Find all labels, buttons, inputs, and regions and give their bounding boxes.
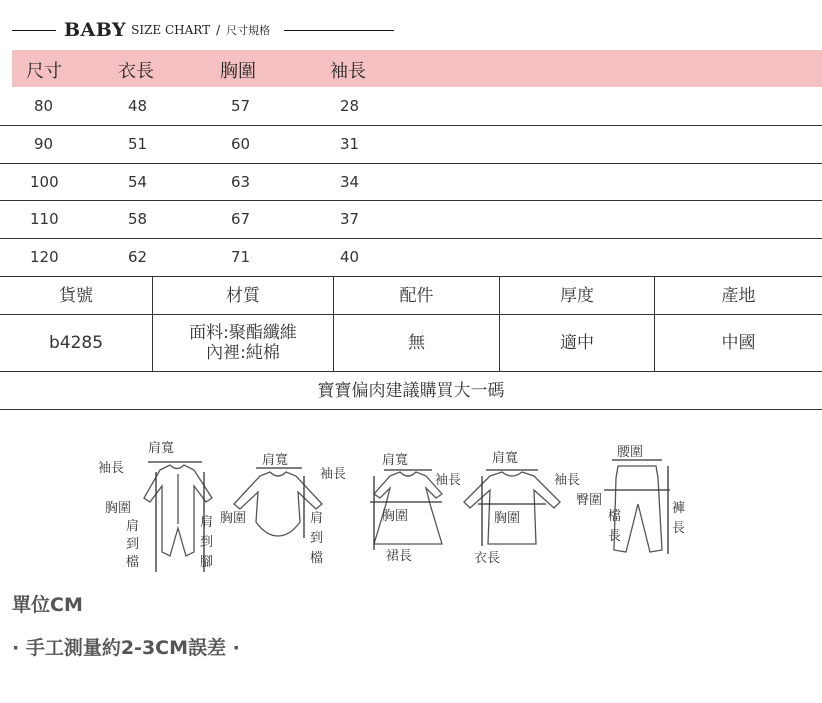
title-slash: / <box>216 23 221 37</box>
length-cell: 48 <box>128 97 148 115</box>
bodysuit-diagram <box>234 468 322 538</box>
romper-crotch-label-3: 檔 <box>126 555 140 570</box>
unit-label: 單位CM <box>12 594 83 616</box>
bodysuit-crotch-label-3: 檔 <box>310 551 324 566</box>
romper-foot-label-2: 到 <box>200 535 214 550</box>
length-cell: 51 <box>128 135 148 153</box>
pants-crotch-label-2: 長 <box>608 529 622 544</box>
romper-chest-label: 胸圍 <box>105 501 132 516</box>
pants-hip-label: 臀圍 <box>576 493 603 508</box>
material-lining: 內裡:純棉 <box>206 343 280 363</box>
col-sleeve: 袖長 <box>330 61 366 82</box>
accessories-value: 無 <box>408 333 425 353</box>
header-thickness: 厚度 <box>560 285 594 306</box>
measurement-note: · 手工測量約2-3CM誤差 · <box>12 637 240 659</box>
sleeve-cell: 37 <box>340 210 360 228</box>
length-cell: 62 <box>128 248 148 266</box>
size-chart-title-zh: 尺寸規格 <box>226 24 271 37</box>
size-cell: 120 <box>30 248 59 266</box>
chest-cell: 71 <box>231 248 251 266</box>
size-cell: 100 <box>30 173 59 191</box>
top-chest-label: 胸圍 <box>494 511 521 526</box>
romper-foot-label-3: 腳 <box>200 555 214 570</box>
pants-waist-label: 腰圍 <box>617 445 644 460</box>
header-origin: 產地 <box>721 285 756 306</box>
size-cell: 90 <box>34 135 54 153</box>
col-length: 衣長 <box>118 61 154 82</box>
table-row <box>12 88 822 125</box>
bodysuit-crotch-label-1: 肩 <box>310 511 324 526</box>
size-chart-header <box>12 18 394 42</box>
dress-chest-label: 胸圍 <box>382 509 409 524</box>
chest-cell: 57 <box>231 97 251 115</box>
romper-sleeve-label: 袖長 <box>98 461 125 476</box>
dress-skirt-label: 裙長 <box>386 549 413 564</box>
top-sleeve-label: 袖長 <box>554 473 581 488</box>
measurement-diagrams <box>90 432 690 582</box>
sleeve-cell: 40 <box>340 248 360 266</box>
chest-cell: 63 <box>231 173 251 191</box>
bodysuit-crotch-label-2: 到 <box>310 531 324 546</box>
chest-cell: 60 <box>231 135 251 153</box>
top-shoulder-label: 肩寬 <box>492 451 519 466</box>
bodysuit-shoulder-label: 肩寬 <box>262 453 289 468</box>
sleeve-cell: 31 <box>340 135 360 153</box>
origin-value: 中國 <box>721 333 756 353</box>
col-chest: 胸圍 <box>220 61 256 82</box>
table-row <box>12 126 822 163</box>
romper-crotch-label-1: 肩 <box>126 519 140 534</box>
thickness-value: 適中 <box>560 333 594 353</box>
header-accessories: 配件 <box>399 285 434 306</box>
length-cell: 54 <box>128 173 148 191</box>
row-divider <box>0 200 822 201</box>
top-length-label: 衣長 <box>474 551 501 566</box>
size-chart-title: SIZE CHART <box>131 23 211 37</box>
item-no-value: b4285 <box>48 333 104 353</box>
top-diagram <box>464 470 560 546</box>
row-divider <box>0 409 822 410</box>
row-divider <box>0 125 822 126</box>
sleeve-cell: 28 <box>340 97 360 115</box>
table-row <box>12 164 822 201</box>
romper-shoulder-label: 肩寬 <box>148 441 175 456</box>
header-right-rule <box>284 30 394 31</box>
row-divider <box>0 238 822 239</box>
material-value <box>153 315 333 371</box>
bodysuit-sleeve-label: 袖長 <box>320 467 347 482</box>
baby-title: BABY <box>64 19 127 41</box>
header-item-no: 貨號 <box>59 285 93 306</box>
col-size: 尺寸 <box>26 61 62 82</box>
romper-foot-label-1: 肩 <box>200 515 214 530</box>
material-fabric: 面料:聚酯纖維 <box>189 323 297 343</box>
header-material: 材質 <box>226 285 260 306</box>
size-advice: 寶寶偏肉建議購買大一碼 <box>317 380 505 401</box>
header-left-rule <box>12 30 56 31</box>
table-row <box>12 201 822 238</box>
table-row <box>12 239 822 276</box>
pants-crotch-label-1: 檔 <box>608 509 622 524</box>
dress-sleeve-label: 袖長 <box>435 473 462 488</box>
pants-length-label-1: 褲 <box>672 501 686 516</box>
length-cell: 58 <box>128 210 148 228</box>
bodysuit-chest-label: 胸圍 <box>220 511 247 526</box>
size-cell: 80 <box>34 97 54 115</box>
row-divider <box>0 163 822 164</box>
romper-crotch-label-2: 到 <box>126 537 140 552</box>
size-table-header <box>12 50 822 87</box>
pants-length-label-2: 長 <box>672 521 686 536</box>
dress-shoulder-label: 肩寬 <box>382 453 409 468</box>
size-cell: 110 <box>30 210 59 228</box>
chest-cell: 67 <box>231 210 251 228</box>
sleeve-cell: 34 <box>340 173 360 191</box>
